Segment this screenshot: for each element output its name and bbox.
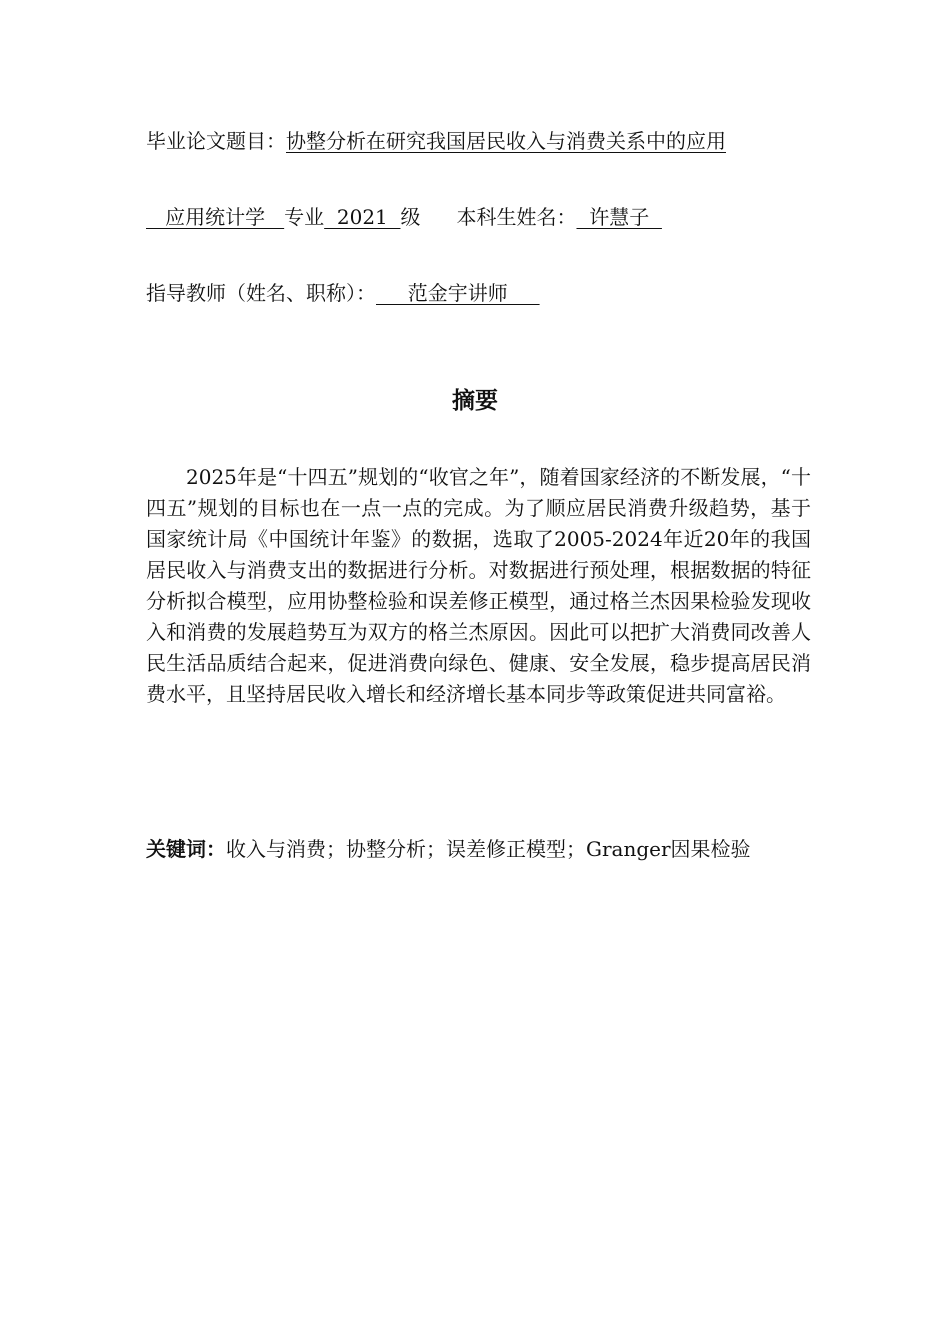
thesis-title-row [146,128,726,154]
year-label: 级 [400,205,421,229]
keywords-label: 关键词： [146,837,226,861]
student-label: 本科生姓名： [456,205,577,229]
advisor-row [146,280,540,306]
keywords-value: 收入与消费；协整分析；误差修正模型；Granger因果检验 [226,837,751,861]
thesis-title-label: 毕业论文题目： [146,129,286,153]
advisor-value: 范金宇讲师 [376,281,540,305]
keywords-section [146,826,786,873]
student-value: 许慧子 [576,205,662,229]
major-value: 应用统计学 [146,205,285,229]
advisor-label: 指导教师（姓名、职称）： [146,281,376,305]
thesis-title-value: 协整分析在研究我国居民收入与消费关系中的应用 [286,129,726,153]
year-value: 2021 [324,205,401,229]
abstract-heading: 摘要 [452,388,498,414]
major-row [146,204,662,230]
major-label: 专业 [284,205,325,229]
abstract-body: 2025年是“十四五”规划的“收官之年”，随着国家经济的不断发展，“十四五”规划的目标也在一点一点的完成。为了顺应居民消费升级趋势，基于国家统计局《中国统计年鉴》的数据，选取了2005-2024年近20年的我国居民收入与消费支出的数据进行分析。对数据进行预处理，根据数据的特征分析拟合模型，应用协整检验和误差修正模型，通过格兰杰因果检验发现收入和消费的发展趋势互为双方的格兰杰原因。因此可以把扩大消费同改善人民生活品质结合起来，促进消费向绿色、健康、安全发展，稳步提高居民消费水平，且坚持居民收入增长和经济增长基本同步等政策促进共同富裕。 [146,465,811,706]
